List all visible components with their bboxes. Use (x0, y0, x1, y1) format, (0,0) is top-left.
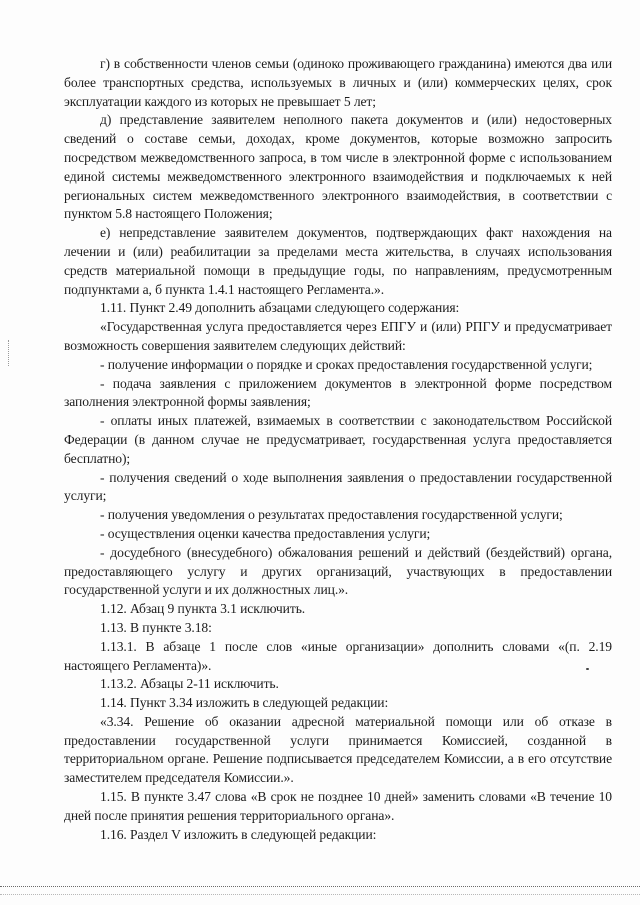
paragraph-e: е) непредставление заявителем документов, подтверждающих факт нахождения на лечении и (или) реабилитации за пределами места жительства, в случаях использования средств материальной помощи в предыдущие годы, по направлениям, предусмотренным подпунктами а, б пункта 1.4.1 настоящего Регламента.». (64, 225, 612, 297)
list-item-notification: - получения уведомления о результатах предоставления государственной услуги; (100, 507, 563, 523)
list-item-quality: - осуществления оценки качества предоставления услуги; (100, 525, 431, 541)
list-item-info: - получение информации о порядке и сроках предоставления государственной услуги; (100, 356, 593, 372)
paragraph-1-12: 1.12. Абзац 9 пункта 3.1 исключить. (100, 601, 306, 617)
paragraph-1-13-2: 1.13.2. Абзацы 2-11 исключить. (100, 676, 279, 692)
paragraph-1-13: 1.13. В пункте 3.18: (100, 619, 212, 635)
paragraph-1-15: 1.15. В пункте 3.47 слова «В срок не позднее 10 дней» заменить словами «В течение 10 дней после принятия решения территориального органа». (64, 789, 612, 823)
margin-scan-mark (8, 340, 11, 366)
paragraph-service-intro: «Государственная услуга предоставляется через ЕПГУ и (или) РПГУ и предусматривает возможность совершения заявителем следующих действий: (64, 319, 612, 353)
list-item-application: - подача заявления с приложением документов в электронной форме посредством заполнения электронной формы заявления; (64, 375, 612, 410)
document-body (64, 55, 612, 844)
scan-edge-line (0, 886, 640, 887)
paragraph-1-13-1: 1.13.1. В абзаце 1 после слов «иные организации» дополнить словами «(п. 2.19 настоящего Регламента)». (64, 638, 612, 673)
paragraph-1-16: 1.16. Раздел V изложить в следующей редакции: (100, 826, 377, 842)
paragraph-1-11: 1.11. Пункт 2.49 дополнить абзацами следующего содержания: (100, 300, 460, 316)
list-item-appeal: - досудебного (внесудебного) обжалования решений и действий (бездействий) органа, предоставляющего услугу и других организаций, участвующих в предоставлении государственной услуги и их должностных лиц.». (64, 544, 612, 598)
paragraph-3-34: «3.34. Решение об оказании адресной материальной помощи или об отказе в предоставлении государственной услуги принимается Комиссией, созданной в территориальном органе. Решение подписывается председателем Комиссии, а в его отсутствие заместителем председателя Комиссии.». (64, 713, 612, 786)
scan-edge-noise (0, 894, 640, 895)
paragraph-g: г) в собственности членов семьи (одиноко проживающего гражданина) имеются два или более транспортных средства, используемых в личных и (или) коммерческих целях, срок эксплуатации каждого из которых не превышает 5 лет; (64, 56, 612, 109)
paragraph-d: д) представление заявителем неполного пакета документов и (или) недостоверных сведений о составе семьи, доходах, кроме документов, которые возможно запросить посредством межведомственного запроса, в том числе в электронной форме с использованием единой системы межведомственного электронного взаимодействия и подключаемых к ней региональных систем межведомственного электронного взаимодействия, в соответствии с пунктом 5.8 настоящего Положения; (64, 112, 612, 222)
list-item-payments: - оплаты иных платежей, взимаемых в соответствии с законодательством Российской Федерации (в данном случае не предусматривает, государственная услуга предоставляется бесплатно); (64, 413, 612, 466)
list-item-progress: - получения сведений о ходе выполнения заявления о предоставлении государственной услуги; (64, 469, 612, 504)
paragraph-1-14: 1.14. Пункт 3.34 изложить в следующей редакции: (100, 695, 389, 711)
